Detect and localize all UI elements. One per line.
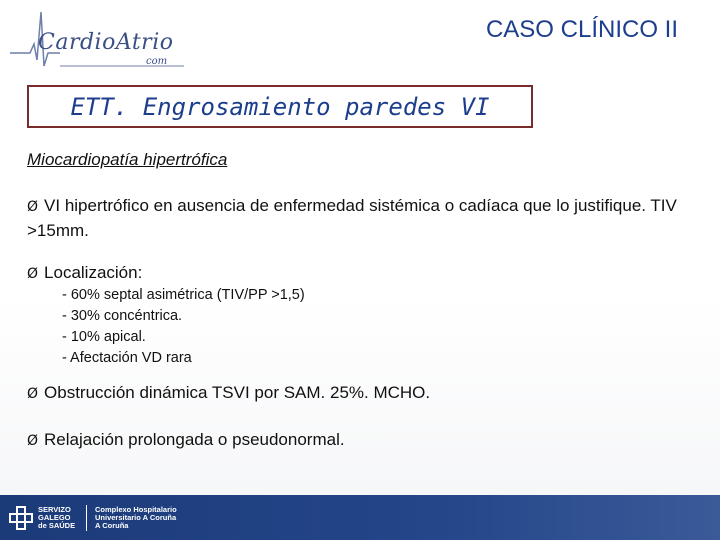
sergas-text: SERVIZO GALEGO de SAÚDE [38, 505, 76, 530]
case-title: CASO CLÍNICO II [485, 16, 678, 43]
bullet-item [27, 381, 697, 406]
bullet-text: Localización: [44, 263, 143, 282]
arrow-bullet-icon: Ø [27, 433, 39, 449]
localization-list [62, 285, 305, 369]
list-item: - 60% septal asimétrica (TIV/PP >1,5) [62, 287, 305, 303]
sergas-cross-icon [8, 505, 34, 531]
arrow-bullet-icon: Ø [27, 266, 39, 282]
bullet-text: Relajación prolongada o pseudonormal. [44, 430, 345, 449]
hospital-text: Complexo Hospitalario Universitario A Coruña A Coruña [95, 505, 177, 530]
list-item: - 30% concéntrica. [62, 308, 183, 324]
cardioatrio-logo [8, 8, 188, 70]
boxed-title-text: ETT. Engrosamiento paredes VI [70, 92, 490, 121]
boxed-title [27, 85, 533, 128]
bullet-text: Obstrucción dinámica TSVI por SAM. 25%. MCHO. [44, 383, 431, 402]
arrow-bullet-icon: Ø [27, 386, 39, 402]
logo-domain: com [146, 56, 168, 67]
arrow-bullet-icon: Ø [27, 199, 39, 215]
bullet-item [27, 261, 697, 286]
list-item: - 10% apical. [62, 329, 146, 345]
section-subtitle: Miocardiopatía hipertrófica [27, 150, 228, 169]
list-item: - Afectación VD rara [62, 350, 192, 366]
footer-logos [8, 503, 185, 533]
bullet-item [27, 194, 697, 242]
bullet-item [27, 428, 697, 453]
bullet-text: VI hipertrófico en ausencia de enfermedad sistémica o cadíaca que lo justifique. TIV >15mm. [27, 196, 677, 240]
logo-wordmark: CardioAtrio [38, 30, 174, 55]
footer-divider [86, 505, 87, 531]
